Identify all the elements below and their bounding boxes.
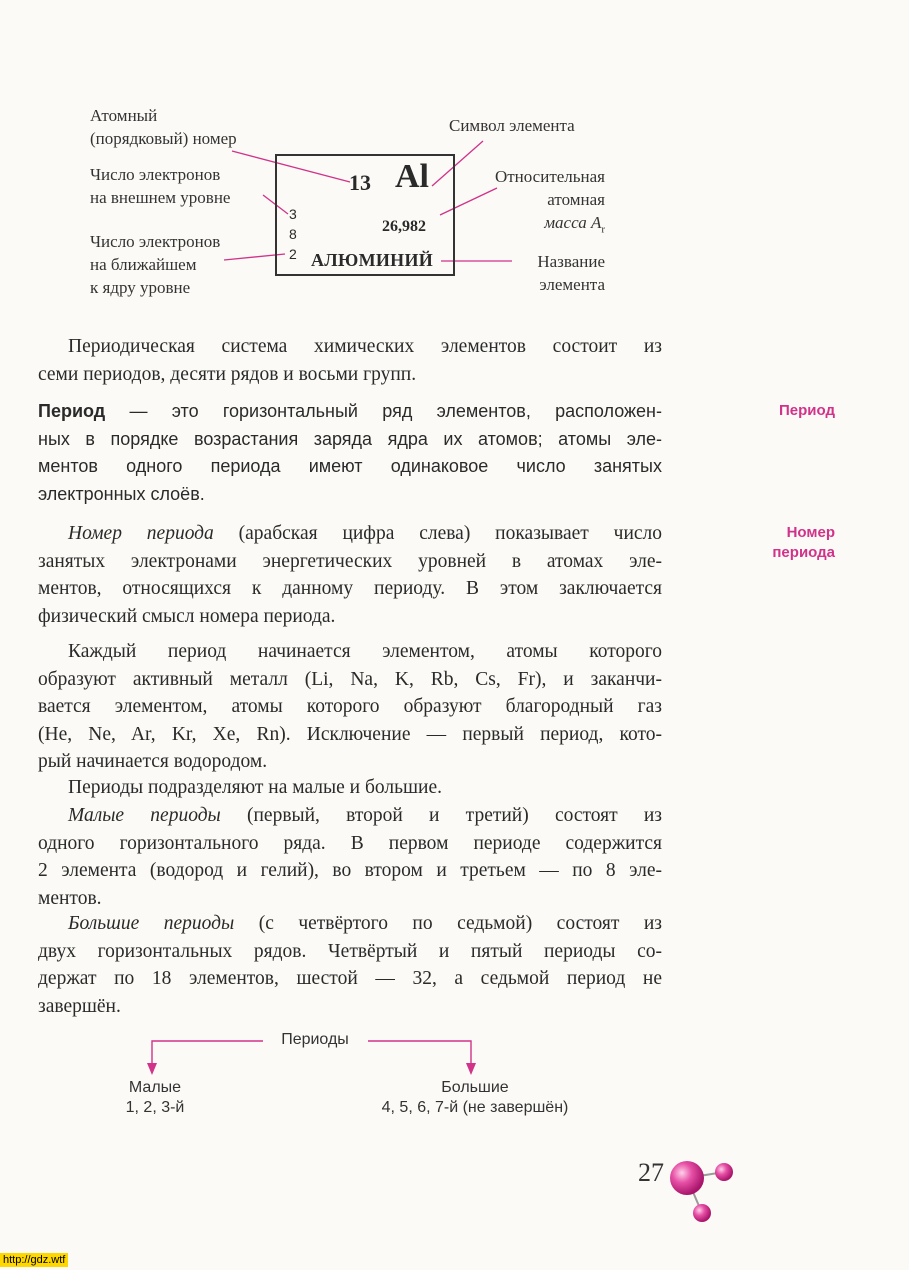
element-number: 13 [349, 170, 371, 195]
name-label: Название элемента [537, 252, 605, 294]
mass-label: Относительная атомная масса $A_r$ [494, 167, 605, 236]
page-number: 27 [638, 1158, 664, 1187]
element-mass: 26,982 [382, 218, 426, 235]
watermark-link[interactable]: http://gdz.wtf [0, 1253, 68, 1267]
arrow-right-head [466, 1063, 476, 1075]
arrow-left-head [147, 1063, 157, 1075]
shell-outer: 3 [289, 206, 297, 222]
paragraph-intro: Периодическая система химических элементов состоит из семи периодов, десяти рядов и восьми групп. [38, 336, 662, 385]
paragraph-period-number: Номер периода (арабская цифра слева) показывает число занятых электронами энергетических уровней в атомах эле- ментов, относящихся к данному периоду. В этом заключается физический смысл номера периода. [38, 523, 663, 627]
atomic-number-label: Атомный (порядковый) номер [90, 106, 237, 148]
scheme-small: Малые 1, 2, 3-й [125, 1079, 185, 1116]
outer-electrons-label: Число электронов на внешнем уровне [90, 165, 231, 207]
element-name: АЛЮМИНИЙ [311, 250, 434, 270]
margin-note-period: Период [779, 402, 835, 419]
term-period-number: Номер периода [68, 523, 214, 544]
shell-middle: 8 [289, 226, 297, 242]
paragraph-large-periods: Большие периоды (с четвёртого по седьмой) состоят из двух горизонтальных рядов. Четвёртый и пятый периоды со- держат по 18 элементов, шестой — 32, а седьмой период не завершён. [38, 913, 662, 1017]
arrow-right-line [368, 1041, 471, 1065]
term-small-periods: Малые периоды [68, 805, 221, 826]
arrow-left-line [152, 1041, 263, 1065]
symbol-label: Символ элемента [449, 116, 575, 135]
term-period: Период [38, 401, 106, 421]
paragraph-period-types: Периоды подразделяют на малые и большие. [68, 777, 442, 798]
term-large-periods: Большие периоды [68, 913, 235, 934]
scheme-root: Периоды [281, 1031, 349, 1048]
shell-inner: 2 [289, 246, 297, 262]
inner-electrons-label: Число электронов на ближайшем к ядру уровне [90, 232, 221, 297]
element-symbol: Al [395, 158, 429, 195]
paragraph-period-start-end: Каждый период начинается элементом, атомы которого образуют активный металл (Li, Na, K, Rb, Cs, Fr), и заканчи- вается элементом, атомы которого образуют благородный газ (He, Ne, Ar, Kr, Xe, Rn). Исключение — первый период, кото- рый начинается водородом. [38, 641, 662, 772]
element-card [275, 154, 455, 276]
paragraph-small-periods: Малые периоды (первый, второй и третий) состоят из одного горизонтального ряда. В первом периоде содержится 2 элемента (водород и гелий), во втором и третьем — по 8 эле- ментов. [38, 805, 662, 909]
molecule-icon [665, 1156, 745, 1226]
margin-note-period-number: Номер периода [772, 524, 835, 561]
scheme-large: Большие 4, 5, 6, 7-й (не завершён) [381, 1079, 569, 1116]
paragraph-period-definition: Период — это горизонтальный ряд элементов, расположен- ных в порядке возрастания заряда ядра их атомов; атомы эле- ментов одного периода имеют одинаковое число занятых электронных слоёв. [38, 401, 662, 504]
